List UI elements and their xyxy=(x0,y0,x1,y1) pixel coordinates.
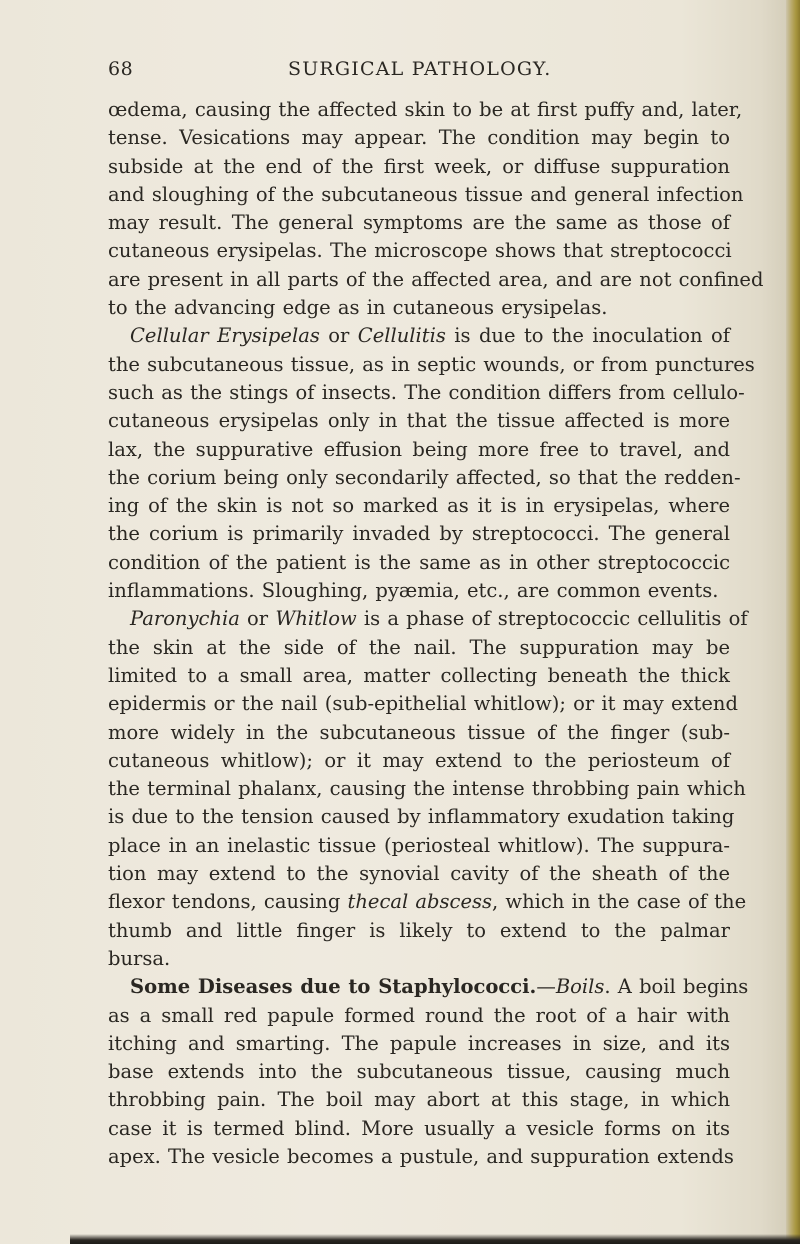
text-line: the skin at the side of the nail. The suppuration may be xyxy=(108,635,730,659)
text-line: epidermis or the nail (sub-epithelial whitlow); or it may extend xyxy=(108,692,738,716)
text-line: flexor tendons, causing thecal abscess, which in the case of the xyxy=(108,890,747,914)
text-line: ing of the skin is not so marked as it is in erysipelas, where xyxy=(108,494,730,518)
text-line: cutaneous whitlow); or it may extend to the periosteum of xyxy=(108,748,730,772)
body-text xyxy=(108,96,764,1171)
text-line: throbbing pain. The boil may abort at this stage, in which xyxy=(108,1088,730,1112)
text-line: is due to the tension caused by inflammatory exudation taking xyxy=(108,805,735,829)
text-line: more widely in the subcutaneous tissue of the finger (sub- xyxy=(108,720,730,744)
text-line: tion may extend to the synovial cavity of the sheath of the xyxy=(108,862,730,886)
text-line: the terminal phalanx, causing the intense throbbing pain which xyxy=(108,777,746,801)
text-line: œdema, causing the affected skin to be at first puffy and, later, xyxy=(108,98,743,121)
term-cellular-erysipelas: Cellular Erysipelas xyxy=(130,324,320,348)
text-line: as a small red papule formed round the root of a hair with xyxy=(108,1003,730,1027)
text-line: the subcutaneous tissue, as in septic wounds, or from punctures xyxy=(108,352,755,376)
text-line: may result. The general symptoms are the same as those of xyxy=(108,211,730,235)
page-number: 68 xyxy=(108,58,134,80)
book-spine-edge xyxy=(786,0,800,1244)
section-start-staphylococci: Some Diseases due to Staphylococci.—Boils. A boil begins xyxy=(130,975,749,999)
text-line: are present in all parts of the affected area, and are not confined xyxy=(108,267,764,291)
text-line: such as the stings of insects. The condition differs from cellulo- xyxy=(108,380,745,404)
text-line: and sloughing of the subcutaneous tissue and general infection xyxy=(108,182,744,206)
text-line: tense. Vesications may appear. The condition may begin to xyxy=(108,126,730,150)
paragraph-start-paronychia: Paronychia or Whitlow is a phase of streptococcic cellulitis of xyxy=(130,607,748,631)
text-line: cutaneous erysipelas. The microscope shows that streptococci xyxy=(108,239,732,263)
text-line: limited to a small area, matter collecting beneath the thick xyxy=(108,663,730,687)
section-heading: Some Diseases due to Staphylococci. xyxy=(130,975,537,999)
text-line: inflammations. Sloughing, pyæmia, etc., are common events. xyxy=(108,579,719,603)
text-line: place in an inelastic tissue (periosteal whitlow). The suppura- xyxy=(108,833,730,857)
term-whitlow: Whitlow xyxy=(275,607,357,631)
term-thecal-abscess: thecal abscess xyxy=(347,890,493,914)
text-line: bursa. xyxy=(108,946,171,970)
text-line: case it is termed blind. More usually a vesicle forms on its xyxy=(108,1116,730,1140)
term-cellulitis: Cellulitis xyxy=(357,324,446,348)
page-bottom-shadow xyxy=(70,1234,800,1244)
text-line: apex. The vesicle becomes a pustule, and suppuration extends xyxy=(108,1144,734,1168)
text-line: to the advancing edge as in cutaneous erysipelas. xyxy=(108,296,608,320)
text-line: the corium is primarily invaded by streptococci. The general xyxy=(108,522,730,546)
text-line: subside at the end of the first week, or diffuse suppuration xyxy=(108,154,730,178)
text-line: lax, the suppurative effusion being more free to travel, and xyxy=(108,437,730,461)
text-line: thumb and little finger is likely to extend to the palmar xyxy=(108,918,730,942)
page-header xyxy=(108,58,728,86)
running-head: SURGICAL PATHOLOGY. xyxy=(288,58,552,80)
term-paronychia: Paronychia xyxy=(130,607,240,631)
text-line: base extends into the subcutaneous tissue, causing much xyxy=(108,1060,730,1084)
text-line: itching and smarting. The papule increases in size, and its xyxy=(108,1031,730,1055)
paragraph-start-cellulitis: Cellular Erysipelas or Cellulitis is due to the inoculation of xyxy=(130,324,730,348)
text-line: condition of the patient is the same as in other streptococcic xyxy=(108,550,730,574)
text-line: cutaneous erysipelas only in that the tissue affected is more xyxy=(108,409,730,433)
text-line: the corium being only secondarily affected, so that the redden- xyxy=(108,465,741,489)
term-boils: Boils xyxy=(555,975,605,999)
